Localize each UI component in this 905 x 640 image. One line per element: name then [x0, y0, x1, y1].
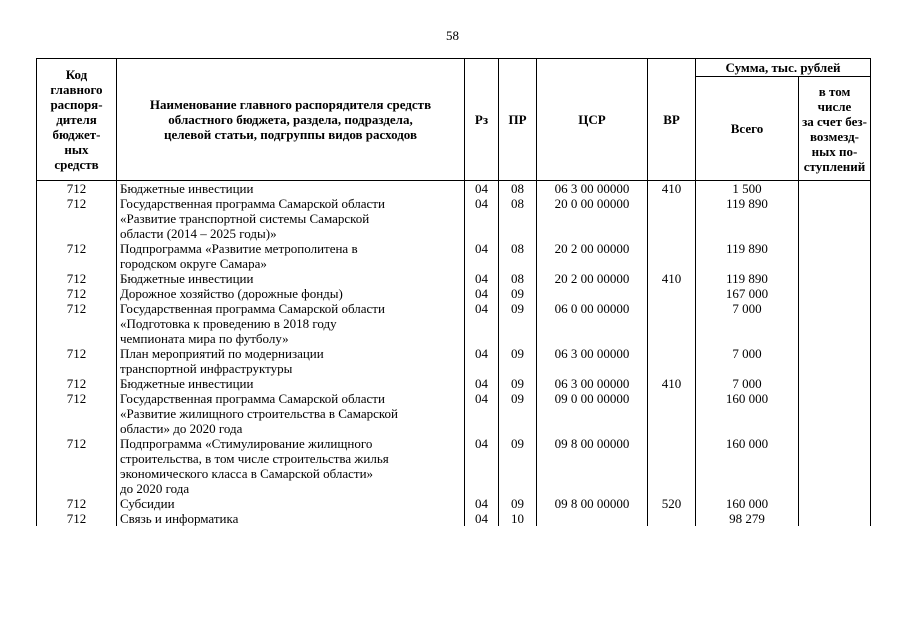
cell-rz: 04: [465, 241, 499, 271]
header-csr: ЦСР: [537, 59, 648, 181]
header-sum: Сумма, тыс. рублей: [696, 59, 871, 77]
cell-pr: 09: [499, 346, 537, 376]
cell-name-line: чемпионата мира по футболу»: [120, 331, 289, 346]
cell-name-line: Дорожное хозяйство (дорожные фонды): [120, 286, 343, 301]
table-row: [37, 286, 871, 301]
cell-code: 712: [37, 346, 117, 376]
cell-code: 712: [37, 286, 117, 301]
table-row: [37, 391, 871, 436]
cell-name-line: План мероприятий по модернизации: [120, 346, 324, 361]
cell-name-line: «Подготовка к проведению в 2018 году: [120, 316, 337, 331]
table-row: [37, 376, 871, 391]
cell-pr: 08: [499, 241, 537, 271]
cell-grants: [799, 511, 871, 526]
table-row: [37, 271, 871, 286]
cell-name: [117, 511, 465, 526]
cell-pr: 09: [499, 496, 537, 511]
cell-vr: [648, 436, 696, 496]
cell-name-line: строительства, в том числе строительства жилья: [120, 451, 389, 466]
cell-rz: 04: [465, 271, 499, 286]
cell-vr: 410: [648, 376, 696, 391]
cell-total: 7 000: [696, 301, 799, 346]
cell-name-line: Государственная программа Самарской области: [120, 301, 385, 316]
cell-name-line: Связь и информатика: [120, 511, 239, 526]
cell-code: 712: [37, 241, 117, 271]
cell-name: [117, 271, 465, 286]
cell-total: 119 890: [696, 241, 799, 271]
cell-pr: 09: [499, 391, 537, 436]
cell-pr: 08: [499, 271, 537, 286]
cell-vr: [648, 511, 696, 526]
cell-grants: [799, 271, 871, 286]
cell-name-line: Государственная программа Самарской области: [120, 391, 385, 406]
header-line: областного бюджета, раздела, подраздела,: [168, 112, 413, 127]
cell-name-line: Подпрограмма «Развитие метрополитена в: [120, 241, 358, 256]
cell-vr: [648, 196, 696, 241]
cell-name: [117, 301, 465, 346]
cell-total: 160 000: [696, 391, 799, 436]
cell-name-line: области» до 2020 года: [120, 421, 243, 436]
cell-csr: 06 3 00 00000: [537, 346, 648, 376]
cell-pr: 09: [499, 436, 537, 496]
cell-pr: 09: [499, 286, 537, 301]
header-line: ных: [64, 142, 89, 157]
budget-table: [36, 58, 871, 526]
cell-name-line: Государственная программа Самарской области: [120, 196, 385, 211]
cell-name: [117, 436, 465, 496]
cell-code: 712: [37, 376, 117, 391]
cell-rz: 04: [465, 436, 499, 496]
cell-name-line: Подпрограмма «Стимулирование жилищного: [120, 436, 373, 451]
cell-pr: 08: [499, 196, 537, 241]
cell-grants: [799, 391, 871, 436]
cell-total: 7 000: [696, 346, 799, 376]
cell-grants: [799, 376, 871, 391]
cell-code: 712: [37, 511, 117, 526]
cell-vr: [648, 286, 696, 301]
cell-grants: [799, 286, 871, 301]
cell-csr: 20 2 00 00000: [537, 271, 648, 286]
header-line: распоря-: [50, 97, 103, 112]
cell-rz: 04: [465, 196, 499, 241]
cell-name-line: Бюджетные инвестиции: [120, 376, 254, 391]
cell-vr: [648, 301, 696, 346]
cell-name-line: транспортной инфраструктуры: [120, 361, 293, 376]
header-vr: ВР: [648, 59, 696, 181]
header-line: в том числе: [817, 83, 852, 114]
table-row: [37, 301, 871, 346]
header-line: дителя: [56, 112, 97, 127]
header-code: [37, 59, 117, 181]
cell-name-line: Бюджетные инвестиции: [120, 181, 254, 196]
table-row: [37, 181, 871, 197]
cell-grants: [799, 196, 871, 241]
cell-name: [117, 496, 465, 511]
cell-rz: 04: [465, 511, 499, 526]
cell-rz: 04: [465, 301, 499, 346]
cell-rz: 04: [465, 346, 499, 376]
cell-rz: 04: [465, 496, 499, 511]
table-body: [37, 181, 871, 527]
cell-rz: 04: [465, 181, 499, 197]
header-line: средств: [54, 157, 99, 172]
cell-total: 119 890: [696, 196, 799, 241]
header-pr: ПР: [499, 59, 537, 181]
cell-name-line: до 2020 года: [120, 481, 190, 496]
header-line: ных по-: [811, 143, 858, 159]
header-line: целевой статьи, подгруппы видов расходов: [163, 127, 418, 142]
page-number: 58: [446, 28, 459, 43]
cell-name-line: Субсидии: [120, 496, 175, 511]
cell-grants: [799, 301, 871, 346]
cell-pr: 08: [499, 181, 537, 197]
cell-vr: 410: [648, 271, 696, 286]
table-row: [37, 346, 871, 376]
cell-name-line: «Развитие транспортной системы Самарской: [120, 211, 370, 226]
cell-total: 160 000: [696, 436, 799, 496]
cell-csr: 09 0 00 00000: [537, 391, 648, 436]
cell-grants: [799, 181, 871, 197]
cell-rz: 04: [465, 286, 499, 301]
cell-total: 119 890: [696, 271, 799, 286]
cell-name-line: экономического класса в Самарской области»: [120, 466, 374, 481]
header-rz: Рз: [465, 59, 499, 181]
cell-name-line: «Развитие жилищного строительства в Самарской: [120, 406, 398, 421]
table-row: [37, 241, 871, 271]
cell-total: 98 279: [696, 511, 799, 526]
table-row: [37, 511, 871, 526]
cell-code: 712: [37, 496, 117, 511]
header-line: ступлений: [803, 158, 866, 174]
header-line: за счет без-: [802, 113, 867, 129]
cell-total: 7 000: [696, 376, 799, 391]
cell-name: [117, 196, 465, 241]
cell-csr: 06 3 00 00000: [537, 181, 648, 197]
header-line: возмезд-: [810, 128, 859, 144]
cell-csr: 20 2 00 00000: [537, 241, 648, 271]
cell-total: 1 500: [696, 181, 799, 197]
cell-name: [117, 391, 465, 436]
header-name: [117, 59, 465, 181]
cell-csr: 06 3 00 00000: [537, 376, 648, 391]
cell-rz: 04: [465, 391, 499, 436]
cell-name-line: городском округе Самара»: [120, 256, 267, 271]
cell-csr: [537, 286, 648, 301]
header-line: главного: [50, 82, 103, 97]
cell-code: 712: [37, 301, 117, 346]
cell-csr: 09 8 00 00000: [537, 496, 648, 511]
cell-name: [117, 346, 465, 376]
header-total: Всего: [696, 77, 799, 181]
header-grants: [799, 77, 871, 181]
cell-name-line: Бюджетные инвестиции: [120, 271, 254, 286]
cell-name: [117, 241, 465, 271]
cell-rz: 04: [465, 376, 499, 391]
cell-total: 160 000: [696, 496, 799, 511]
cell-csr: 06 0 00 00000: [537, 301, 648, 346]
cell-code: 712: [37, 181, 117, 197]
cell-vr: [648, 241, 696, 271]
cell-name: [117, 181, 465, 197]
cell-name-line: области (2014 – 2025 годы)»: [120, 226, 277, 241]
header-line: Код: [65, 67, 88, 82]
cell-grants: [799, 241, 871, 271]
cell-vr: [648, 346, 696, 376]
cell-grants: [799, 496, 871, 511]
cell-vr: 410: [648, 181, 696, 197]
table-row: [37, 196, 871, 241]
header-line: бюджет-: [52, 127, 101, 142]
cell-vr: [648, 391, 696, 436]
cell-grants: [799, 436, 871, 496]
cell-pr: 10: [499, 511, 537, 526]
cell-pr: 09: [499, 301, 537, 346]
cell-name: [117, 286, 465, 301]
cell-name: [117, 376, 465, 391]
header-line: Наименование главного распорядителя средств: [149, 97, 432, 112]
table-row: [37, 436, 871, 496]
cell-vr: 520: [648, 496, 696, 511]
cell-pr: 09: [499, 376, 537, 391]
cell-total: 167 000: [696, 286, 799, 301]
cell-code: 712: [37, 391, 117, 436]
cell-grants: [799, 346, 871, 376]
cell-code: 712: [37, 436, 117, 496]
cell-csr: 20 0 00 00000: [537, 196, 648, 241]
cell-csr: [537, 511, 648, 526]
table-row: [37, 496, 871, 511]
cell-csr: 09 8 00 00000: [537, 436, 648, 496]
cell-code: 712: [37, 196, 117, 241]
cell-code: 712: [37, 271, 117, 286]
